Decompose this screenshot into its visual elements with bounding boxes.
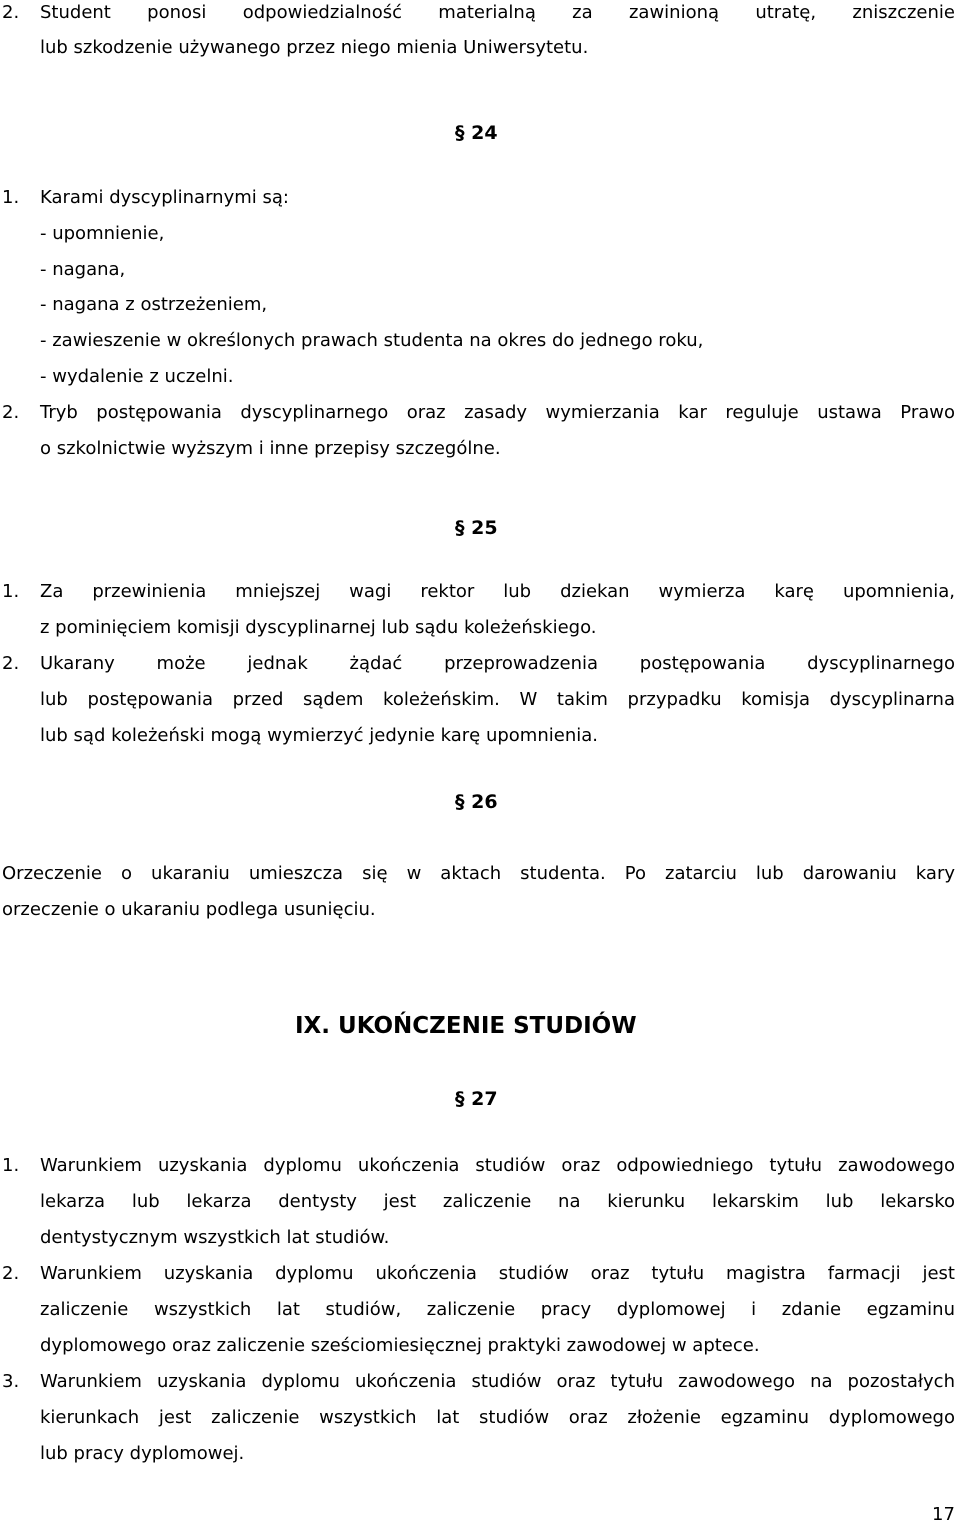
paragraph-line: orzeczenie o ukaraniu podlega usunięciu. <box>2 899 376 920</box>
paragraph-line: Warunkiem uzyskania dyplomu ukończenia studiów oraz tytułu magistra farmacji jest <box>40 1263 955 1284</box>
paragraph-number: 2. <box>2 653 20 674</box>
paragraph-number: 1. <box>2 187 20 208</box>
paragraph-line: zaliczenie wszystkich lat studiów, zaliczenie pracy dyplomowej i zdanie egzaminu <box>40 1299 955 1320</box>
paragraph-line: Ukarany może jednak żądać przeprowadzenia postępowania dyscyplinarnego <box>40 653 955 674</box>
paragraph-line: o szkolnictwie wyższym i inne przepisy szczególne. <box>40 438 501 459</box>
list-item: - nagana z ostrzeżeniem, <box>40 294 268 315</box>
section-heading: § 27 <box>455 1088 498 1110</box>
paragraph-line: Za przewinienia mniejszej wagi rektor lub dziekan wymierza karę upomnienia, <box>40 581 955 602</box>
paragraph-line: lub postępowania przed sądem koleżeńskim. W takim przypadku komisja dyscyplinarna <box>40 689 955 710</box>
paragraph-line: Warunkiem uzyskania dyplomu ukończenia studiów oraz odpowiedniego tytułu zawodowego <box>40 1155 955 1176</box>
section-heading: § 26 <box>455 791 498 813</box>
paragraph-line: Orzeczenie o ukaraniu umieszcza się w aktach studenta. Po zatarciu lub darowaniu kary <box>2 863 955 884</box>
list-item: - zawieszenie w określonych prawach studenta na okres do jednego roku, <box>40 330 704 351</box>
section-heading: § 25 <box>455 517 498 539</box>
list-item: - nagana, <box>40 259 126 280</box>
paragraph-number: 2. <box>2 402 20 423</box>
list-item: - wydalenie z uczelni. <box>40 366 234 387</box>
page-number: 17 <box>932 1504 955 1525</box>
paragraph-line: dyplomowego oraz zaliczenie sześciomiesięcznej praktyki zawodowej w aptece. <box>40 1335 760 1356</box>
paragraph-line: z pominięciem komisji dyscyplinarnej lub sądu koleżeńskiego. <box>40 617 597 638</box>
paragraph-number: 1. <box>2 581 20 602</box>
paragraph-line: kierunkach jest zaliczenie wszystkich lat studiów oraz złożenie egzaminu dyplomowego <box>40 1407 955 1428</box>
paragraph-line: lub szkodzenie używanego przez niego mienia Uniwersytetu. <box>40 37 589 58</box>
paragraph-line: lub pracy dyplomowej. <box>40 1443 245 1464</box>
paragraph-number: 2. <box>2 2 20 23</box>
paragraph-number: 1. <box>2 1155 20 1176</box>
paragraph-line: Warunkiem uzyskania dyplomu ukończenia studiów oraz tytułu zawodowego na pozostałych <box>40 1371 955 1392</box>
list-intro: Karami dyscyplinarnymi są: <box>40 187 289 208</box>
section-heading: § 24 <box>455 122 498 144</box>
paragraph-number: 2. <box>2 1263 20 1284</box>
paragraph-number: 3. <box>2 1371 20 1392</box>
paragraph-line: lekarza lub lekarza dentysty jest zaliczenie na kierunku lekarskim lub lekarsko <box>40 1191 955 1212</box>
paragraph-line: lub sąd koleżeński mogą wymierzyć jedynie karę upomnienia. <box>40 725 598 746</box>
paragraph-line: dentystycznym wszystkich lat studiów. <box>40 1227 390 1248</box>
chapter-title: IX. UKOŃCZENIE STUDIÓW <box>295 1013 637 1039</box>
paragraph-line: Tryb postępowania dyscyplinarnego oraz zasady wymierzania kar reguluje ustawa Prawo <box>40 402 955 423</box>
paragraph-line: Student ponosi odpowiedzialność materialną za zawinioną utratę, zniszczenie <box>40 2 955 23</box>
list-item: - upomnienie, <box>40 223 165 244</box>
